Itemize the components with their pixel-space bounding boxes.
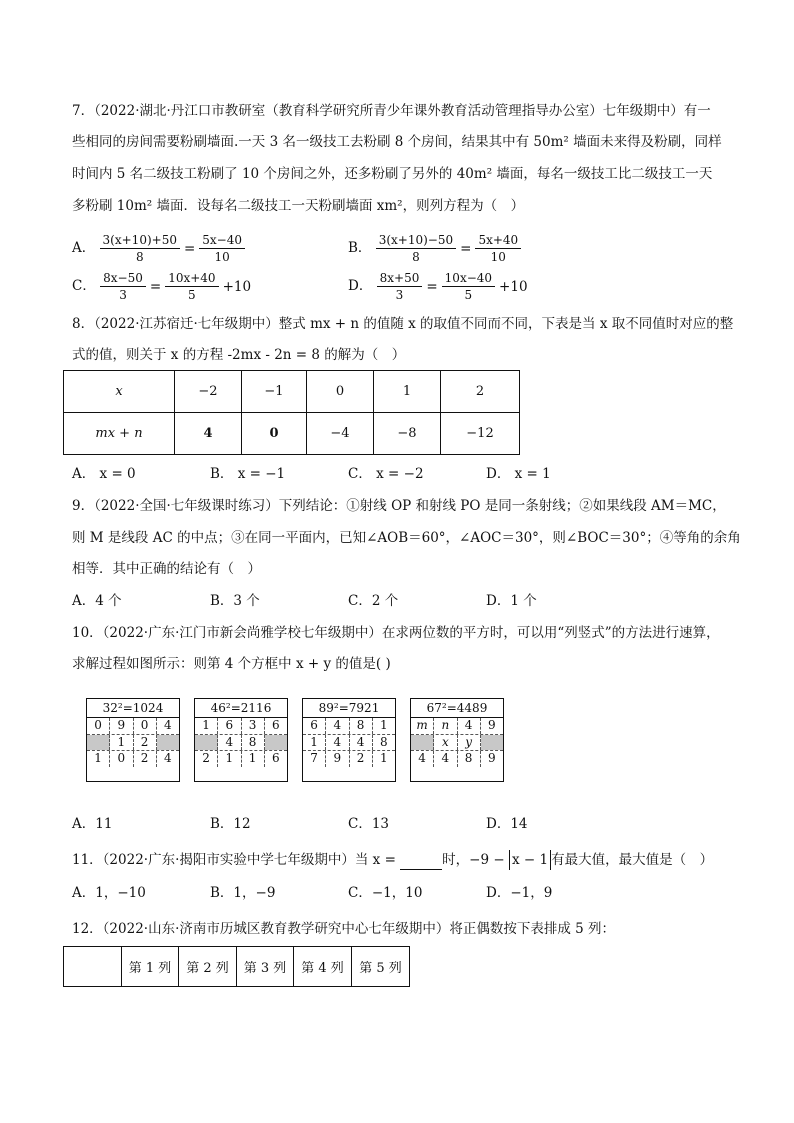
q10-line-2: 求解过程如图所示：则第 4 个方框中 x + y 的值是( ) xyxy=(72,656,391,672)
q10-option-b[interactable]: B．12 xyxy=(210,816,251,832)
q7-option-c[interactable]: C． $\frac{8x-50}{3}$ = $\frac{10x+40}{5}$ +10 xyxy=(72,271,252,302)
q9-line-2: 则 M 是线段 AC 的中点；③在同一平面内，已知∠AOB＝60°，∠AOC＝30°，则∠BOC＝30°；④等角的余角 xyxy=(72,530,741,546)
table-cell xyxy=(64,947,122,987)
square-grid-3: 89²=7921 6 4 8 1 1 4 4 8 7 9 2 1 xyxy=(302,698,396,782)
q7-option-d[interactable]: D． $\frac{8x+50}{3}$ = $\frac{10x-40}{5}$ +10 xyxy=(348,271,528,302)
table-row xyxy=(64,947,410,987)
table-cell: 第 4 列 xyxy=(294,947,352,987)
q8-line-1: 8．（2022·江苏宿迁·七年级期中）整式 mx + n 的值随 x 的取值不同而不同，下表是当 x 取不同值时对应的整 xyxy=(72,316,734,332)
q7-line-4: 多粉刷 10m² 墙面．设每名二级技工一天粉刷墙面 xm²，则列方程为（ ） xyxy=(72,198,525,214)
table-cell: 1 xyxy=(374,371,441,413)
table-cell: 0 xyxy=(307,371,374,413)
square-grid-1: 32²=1024 0 9 0 4 1 2 1 0 2 4 xyxy=(86,698,180,782)
q11-option-a[interactable]: A．1，−10 xyxy=(72,885,146,901)
q7-option-b[interactable]: B． $\frac{3(x+10)-50}{8}$ = $\frac{5x+40}{10}$ xyxy=(348,232,521,265)
grid-title: 89²=7921 xyxy=(303,699,395,718)
q9-line-3: 相等．其中正确的结论有（ ） xyxy=(72,561,261,577)
q7-option-a[interactable]: A． $\frac{3(x+10)+50}{8}$ = $\frac{5x-40}{10}$ xyxy=(72,232,245,265)
table-cell: 2 xyxy=(441,371,520,413)
table-cell: 第 1 列 xyxy=(122,947,179,987)
q10-line-1: 10．（2022·广东·江门市新会尚雅学校七年级期中）在求两位数的平方时，可以用“列竖式”的方法进行速算， xyxy=(72,625,720,641)
table-cell: −8 xyxy=(374,413,441,455)
q11-line: 11．（2022·广东·揭阳市实验中学七年级期中）当 x = 时，−9 − x − 1 有最大值，最大值是（ ） xyxy=(72,852,714,868)
q10-option-d[interactable]: D．14 xyxy=(486,816,528,832)
table-row xyxy=(64,413,520,455)
q11-option-c[interactable]: C．−1，10 xyxy=(348,885,423,901)
q9-option-d[interactable]: D．1 个 xyxy=(486,593,537,609)
grid-title: 46²=2116 xyxy=(195,699,287,718)
table-row xyxy=(64,371,520,413)
q11-option-b[interactable]: B．1，−9 xyxy=(210,885,276,901)
table-cell: −4 xyxy=(307,413,374,455)
q9-line-1: 9．（2022·全国·七年级课时练习）下列结论：①射线 OP 和射线 PO 是同一条射线；②如果线段 AM＝MC， xyxy=(72,498,726,514)
answer-blank[interactable] xyxy=(400,855,442,870)
table-cell: −12 xyxy=(441,413,520,455)
grid-title: 67²=4489 xyxy=(411,699,503,718)
q9-option-b[interactable]: B．3 个 xyxy=(210,593,260,609)
table-cell: −1 xyxy=(242,371,307,413)
grid-title: 32²=1024 xyxy=(87,699,179,718)
absolute-value: x − 1 xyxy=(509,850,551,870)
table-cell: mx + n xyxy=(64,413,175,455)
q7-line-2: 些相同的房间需要粉刷墙面.一天 3 名一级技工去粉刷 8 个房间，结果其中有 50m² 墙面未来得及粉刷，同样 xyxy=(72,134,722,150)
q10-option-c[interactable]: C．13 xyxy=(348,816,390,832)
q8-option-d[interactable]: D． x = 1 xyxy=(486,466,551,482)
table-cell: 4 xyxy=(175,413,242,455)
q8-line-2: 式的值，则关于 x 的方程 -2mx - 2n = 8 的解为（ ） xyxy=(72,347,406,363)
table-cell: x xyxy=(64,371,175,413)
q9-option-a[interactable]: A．4 个 xyxy=(72,593,122,609)
q9-option-c[interactable]: C．2 个 xyxy=(348,593,399,609)
square-grid-2: 46²=2116 1 6 3 6 4 8 2 1 1 6 xyxy=(194,698,288,782)
q7-line-1: 7．（2022·湖北·丹江口市教研室（教育科学研究所青少年课外教育活动管理指导办公室）七年级期中）有一 xyxy=(72,103,711,119)
table-cell: 0 xyxy=(242,413,307,455)
table-cell: 第 2 列 xyxy=(179,947,237,987)
square-grid-4: 67²=4489 m n 4 9 x y 4 4 8 9 xyxy=(410,698,504,782)
q7-line-3: 时间内 5 名二级技工粉刷了 10 个房间之外，还多粉刷了另外的 40m² 墙面，每名一级技工比二级技工一天 xyxy=(72,166,713,182)
q8-option-a[interactable]: A． x = 0 xyxy=(72,466,136,482)
q12-column-table xyxy=(63,946,410,987)
table-cell: −2 xyxy=(175,371,242,413)
table-cell: 第 3 列 xyxy=(237,947,294,987)
q8-value-table xyxy=(63,370,520,455)
table-cell: 第 5 列 xyxy=(352,947,410,987)
q8-option-c[interactable]: C． x = −2 xyxy=(348,466,424,482)
q8-option-b[interactable]: B． x = −1 xyxy=(210,466,286,482)
q10-option-a[interactable]: A．11 xyxy=(72,816,113,832)
q12-line: 12．（2022·山东·济南市历城区教育教学研究中心七年级期中）将正偶数按下表排成 5 列： xyxy=(72,921,616,937)
q11-option-d[interactable]: D．−1，9 xyxy=(486,885,553,901)
